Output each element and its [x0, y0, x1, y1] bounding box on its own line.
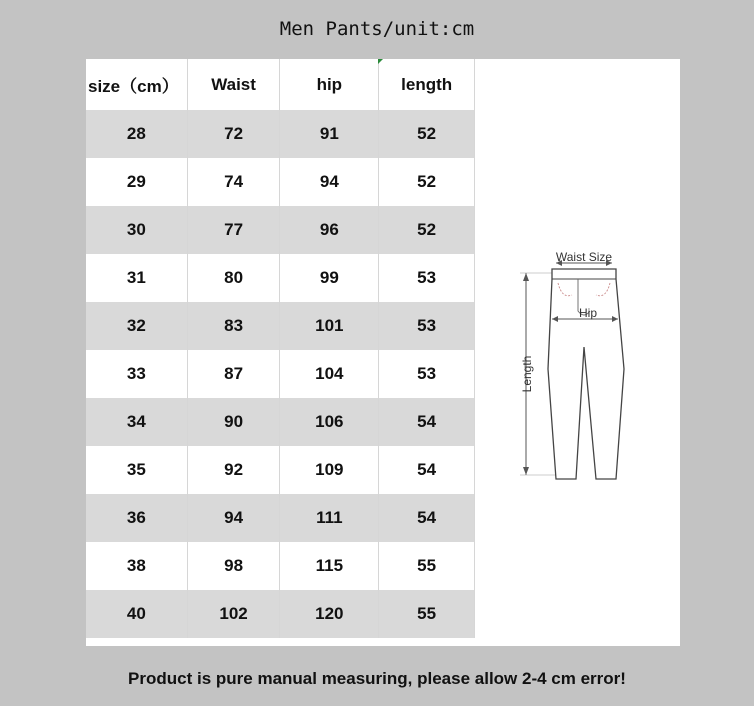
- cell-waist: 72: [187, 110, 280, 158]
- cell-length: 53: [379, 302, 475, 350]
- cell-size: 32: [86, 302, 187, 350]
- length-label: Length: [520, 355, 534, 393]
- pants-measurement-diagram: [512, 249, 642, 489]
- table-row: [86, 398, 475, 446]
- cell-length: 54: [379, 494, 475, 542]
- table-row: [86, 350, 475, 398]
- cell-waist: 102: [187, 590, 280, 638]
- cell-waist: 98: [187, 542, 280, 590]
- cell-waist: 90: [187, 398, 280, 446]
- cell-length: 52: [379, 110, 475, 158]
- table-row: [86, 110, 475, 158]
- table-row: [86, 494, 475, 542]
- cell-length: 53: [379, 254, 475, 302]
- waist-size-label: Waist Size: [555, 250, 613, 264]
- cell-length: 54: [379, 398, 475, 446]
- cell-size: 38: [86, 542, 187, 590]
- cell-hip: 96: [280, 206, 379, 254]
- size-table: [86, 59, 475, 638]
- cell-waist: 80: [187, 254, 280, 302]
- header-hip: hip: [280, 59, 379, 110]
- cell-length: 55: [379, 542, 475, 590]
- cell-hip: 109: [280, 446, 379, 494]
- cell-length: 53: [379, 350, 475, 398]
- cell-length: 52: [379, 158, 475, 206]
- table-body: [86, 110, 475, 638]
- page-title: Men Pants/unit:cm: [279, 18, 475, 40]
- table-header-row: [86, 59, 475, 110]
- table-row: [86, 446, 475, 494]
- cell-waist: 87: [187, 350, 280, 398]
- cell-size: 28: [86, 110, 187, 158]
- header-length: length: [379, 59, 475, 110]
- cell-waist: 94: [187, 494, 280, 542]
- table-row: [86, 302, 475, 350]
- cell-waist: 83: [187, 302, 280, 350]
- table-row: [86, 158, 475, 206]
- cell-hip: 91: [280, 110, 379, 158]
- cell-hip: 106: [280, 398, 379, 446]
- header-size: size（cm）: [86, 59, 187, 110]
- cell-length: 52: [379, 206, 475, 254]
- cell-marker: [378, 59, 383, 64]
- table-row: [86, 590, 475, 638]
- cell-hip: 111: [280, 494, 379, 542]
- cell-waist: 92: [187, 446, 280, 494]
- cell-waist: 77: [187, 206, 280, 254]
- cell-hip: 115: [280, 542, 379, 590]
- cell-hip: 94: [280, 158, 379, 206]
- table-row: [86, 542, 475, 590]
- header-waist: Waist: [187, 59, 280, 110]
- cell-hip: 101: [280, 302, 379, 350]
- cell-length: 54: [379, 446, 475, 494]
- cell-hip: 99: [280, 254, 379, 302]
- pants-outline: [548, 269, 624, 479]
- cell-size: 35: [86, 446, 187, 494]
- cell-size: 34: [86, 398, 187, 446]
- cell-waist: 74: [187, 158, 280, 206]
- table-row: [86, 254, 475, 302]
- size-chart-panel: [86, 59, 680, 646]
- cell-size: 31: [86, 254, 187, 302]
- cell-hip: 120: [280, 590, 379, 638]
- measurement-note: Product is pure manual measuring, please allow 2-4 cm error!: [128, 669, 626, 688]
- cell-size: 30: [86, 206, 187, 254]
- hip-label: Hip: [578, 306, 598, 320]
- table-row: [86, 206, 475, 254]
- cell-size: 40: [86, 590, 187, 638]
- cell-length: 55: [379, 590, 475, 638]
- cell-hip: 104: [280, 350, 379, 398]
- cell-size: 33: [86, 350, 187, 398]
- cell-size: 29: [86, 158, 187, 206]
- cell-size: 36: [86, 494, 187, 542]
